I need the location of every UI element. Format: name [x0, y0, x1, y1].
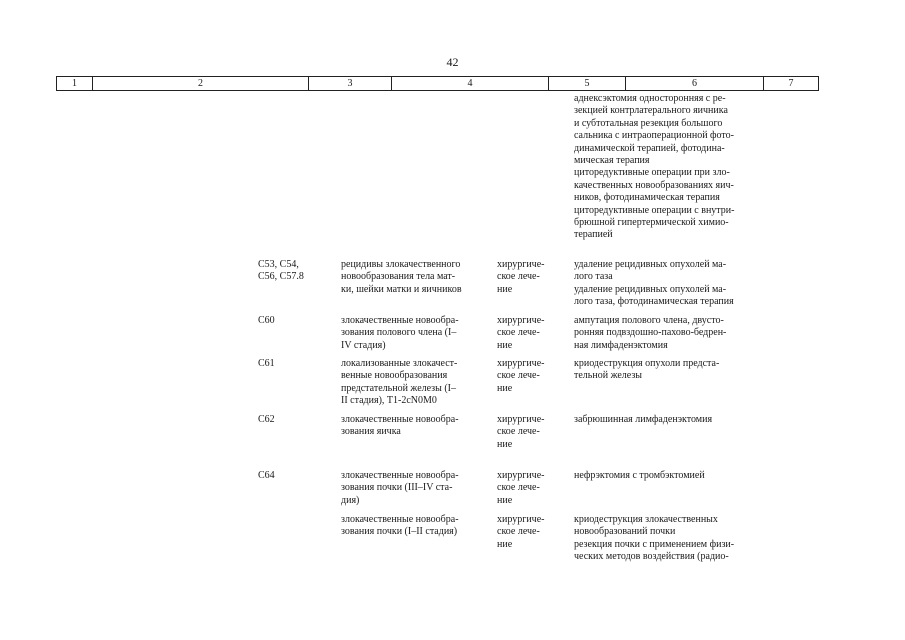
row-treatment-method-line: новообразований почки	[574, 526, 676, 538]
row-treatment-type-line: ние	[497, 339, 513, 351]
row-treatment-type	[497, 514, 564, 551]
header-col-6: 6	[625, 77, 763, 90]
row-code	[258, 414, 330, 426]
row-code-line: C62	[258, 414, 275, 425]
header-col-4: 4	[391, 77, 548, 90]
row-code	[258, 315, 330, 327]
row-code	[258, 358, 330, 370]
row-code	[258, 470, 330, 482]
row-treatment-type	[497, 358, 564, 395]
continued-method-text-line: брюшной гипертермической химио-	[574, 217, 729, 229]
row-code-line: C56, C57.8	[258, 271, 304, 283]
row-treatment-type-line: ское лече-	[497, 426, 540, 438]
row-diagnosis-line: IV стадия)	[341, 339, 386, 351]
continued-method-text	[574, 93, 768, 242]
row-diagnosis	[341, 470, 487, 507]
row-treatment-method	[574, 259, 768, 309]
header-col-1: 1	[56, 77, 92, 90]
row-diagnosis-line: локализованные злокачест-	[341, 358, 458, 369]
continued-method-text-line: сальника с интраоперационной фото-	[574, 130, 734, 142]
row-treatment-type-line: ское лече-	[497, 482, 540, 494]
continued-method-text-line: терапией	[574, 229, 613, 241]
row-treatment-type-line: ское лече-	[497, 327, 540, 339]
row-treatment-type-line: ское лече-	[497, 526, 540, 538]
continued-method-text-line: мическая терапия	[574, 155, 650, 167]
row-diagnosis	[341, 514, 487, 539]
row-treatment-type-line: ние	[497, 382, 513, 394]
row-diagnosis-line: дия)	[341, 494, 360, 506]
row-diagnosis	[341, 259, 487, 296]
row-treatment-type	[497, 470, 564, 507]
row-treatment-type	[497, 414, 564, 451]
row-treatment-method-line: лого таза, фотодинамическая терапия	[574, 296, 734, 308]
page-number: 42	[446, 55, 459, 69]
row-diagnosis-line: злокачественные новообра-	[341, 470, 459, 481]
row-treatment-type-line: ние	[497, 538, 513, 550]
header-col-7: 7	[763, 77, 819, 90]
row-treatment-method-line: резекция почки с применением физи-	[574, 538, 735, 550]
row-code-line: C53, C54,	[258, 259, 299, 270]
row-treatment-method-line: удаление рецидивных опухолей ма-	[574, 259, 727, 270]
row-treatment-type-line: ние	[497, 283, 513, 295]
row-treatment-method-line: удаление рецидивных опухолей ма-	[574, 283, 727, 295]
continued-method-text-line: зекцией контрлатерального яичника	[574, 105, 728, 117]
row-diagnosis-line: зования яичка	[341, 426, 401, 438]
row-treatment-type-line: хирургиче-	[497, 414, 545, 425]
row-diagnosis-line: зования почки (III–IV ста-	[341, 482, 453, 494]
row-treatment-method	[574, 358, 768, 383]
row-diagnosis-line: злокачественные новообра-	[341, 514, 459, 525]
continued-method-text-line: динамической терапией, фотодина-	[574, 142, 725, 154]
continued-method-text-line: и субтотальная резекция большого	[574, 117, 723, 129]
row-treatment-method-line: нефрэктомия с тромбэктомией	[574, 470, 705, 481]
row-treatment-method-line: криодеструкция опухоли предста-	[574, 358, 720, 369]
continued-method-text-line: циторедуктивные операции при зло-	[574, 167, 730, 179]
row-treatment-type-line: хирургиче-	[497, 470, 545, 481]
row-treatment-type-line: хирургиче-	[497, 514, 545, 525]
header-col-3: 3	[308, 77, 391, 90]
row-treatment-type-line: ние	[497, 494, 513, 506]
row-diagnosis-line: зования почки (I–II стадия)	[341, 526, 458, 538]
row-treatment-method-line: лого таза	[574, 271, 613, 283]
row-diagnosis-line: зования полового члена (I–	[341, 327, 457, 339]
row-treatment-method-line: ампутация полового члена, двусто-	[574, 315, 724, 326]
row-treatment-method-line: ческих методов воздействия (радио-	[574, 551, 729, 563]
row-diagnosis-line: II стадия), T1-2cN0M0	[341, 395, 437, 407]
row-diagnosis-line: венные новообразования	[341, 370, 448, 382]
row-diagnosis-line: рецидивы злокачественного	[341, 259, 461, 270]
continued-method-text-line: аднексэктомия односторонняя с ре-	[574, 93, 726, 104]
row-code	[258, 259, 330, 284]
row-treatment-type-line: хирургиче-	[497, 358, 545, 369]
row-treatment-type-line: ское лече-	[497, 370, 540, 382]
continued-method-text-line: циторедуктивные операции с внутри-	[574, 204, 735, 216]
row-treatment-method	[574, 470, 768, 482]
table-header-row	[56, 76, 819, 91]
row-treatment-method-line: ная лимфаденэктомия	[574, 339, 668, 351]
row-treatment-type-line: ние	[497, 438, 513, 450]
header-col-2: 2	[92, 77, 308, 90]
row-diagnosis-line: злокачественные новообра-	[341, 315, 459, 326]
row-diagnosis-line: предстательной железы (I–	[341, 382, 457, 394]
row-code-line: C60	[258, 315, 275, 326]
row-code-line: C61	[258, 358, 275, 369]
row-diagnosis	[341, 315, 487, 352]
header-col-5: 5	[548, 77, 625, 90]
continued-method-text-line: качественных новообразованиях яич-	[574, 179, 734, 191]
row-treatment-method	[574, 315, 768, 352]
row-treatment-method	[574, 414, 768, 426]
row-treatment-method-line: ронняя подвздошно-пахово-бедрен-	[574, 327, 727, 339]
row-treatment-method-line: забрюшинная лимфаденэктомия	[574, 414, 713, 425]
row-treatment-type-line: хирургиче-	[497, 259, 545, 270]
row-code-line: C64	[258, 470, 275, 481]
row-treatment-method	[574, 514, 768, 564]
row-treatment-type	[497, 259, 564, 296]
row-treatment-type-line: хирургиче-	[497, 315, 545, 326]
row-diagnosis	[341, 358, 487, 408]
row-diagnosis-line: ки, шейки матки и яичников	[341, 283, 462, 295]
row-treatment-method-line: тельной железы	[574, 370, 642, 382]
continued-method-text-line: ников, фотодинамическая терапия	[574, 192, 720, 204]
row-treatment-type	[497, 315, 564, 352]
row-treatment-type-line: ское лече-	[497, 271, 540, 283]
row-diagnosis-line: злокачественные новообра-	[341, 414, 459, 425]
row-diagnosis-line: новообразования тела мат-	[341, 271, 456, 283]
row-treatment-method-line: криодеструкция злокачественных	[574, 514, 718, 525]
row-diagnosis	[341, 414, 487, 439]
